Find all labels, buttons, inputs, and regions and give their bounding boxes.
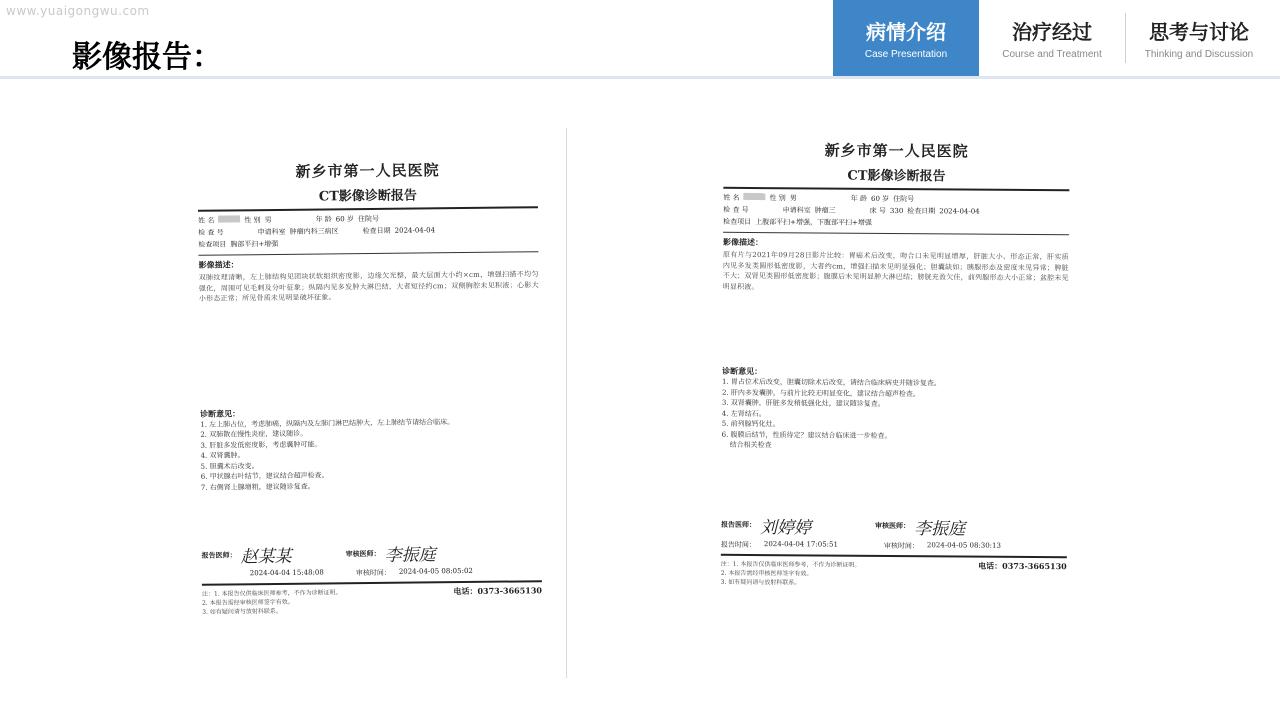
dept-value: 肿瘤内科三病区 [289,227,339,236]
review-doctor-signature: 李振庭 [384,545,436,566]
review-time: 2024-04-05 08:30:13 [926,540,1001,550]
hospital-name: 新乡市第一人民医院 [824,141,969,161]
conclusion-item: 3. 双肾囊肿，肝脏多发稍低强化灶，建议随诊复查。 [721,398,885,408]
age-value: 60 岁 [870,194,890,203]
conclusion-item: 6. 腹膜后结节，性质待定？建议结合临床进一步检查。 [721,430,892,440]
report-title: CT影像诊断报告 [318,188,417,205]
bed-no-label: 床 号 [869,206,886,215]
sex-label: 性 别 [769,194,786,203]
inpatient-no-label: 住院号 [357,214,379,224]
note-line: 2. 本报告需经审核医师签字有效。 [720,569,813,577]
footer-notes [721,559,1067,588]
review-time-label: 审核时间： [355,568,391,578]
exam-no-label: 检 查 号 [723,205,749,214]
findings-text: 双肺纹理清晰，左上肺结构见团块状软组织密度影，边缘欠光整，最大层面大小约×cm，增强扫描不均匀强化，周围可见毛刺及分叶征象；纵隔内见多发肿大淋巴结，大者短径约cm；双侧胸腔未见积液；心影大小形态正常；所见骨质未见明显破坏征象。 [198,270,539,303]
header-rule [0,76,1280,79]
rule [198,206,538,212]
sex-label: 性 别 [244,216,261,225]
footer-notes [202,586,542,617]
tab-label-zh: 思考与讨论 [1149,20,1249,44]
dept-label: 申请科室 [782,206,811,215]
conclusion-item: 5. 胆囊术后改变。 [200,461,259,471]
exam-date-label: 检查日期 [362,226,391,236]
exam-date-value: 2024-04-04 [394,226,436,235]
exam-item-row [723,217,1069,230]
findings-text: 原有片与2021年09月28日影片比较：胃癌术后改变，吻合口未见明显增厚，肝脏大小、形态正常，肝实质内见多发类圆形低密度影，大者约cm，增强扫描未见明显强化；胆囊缺如；胰腺形态及密度未见异常；脾脏不大；双肾见类圆形低密度影；腹膜后未见明显肿大淋巴结；膀胱充盈欠佳，前列腺形态大小正常；盆腔未见明显积液。 [722,250,1069,291]
exam-item-value: 上腹部平扫+增强，下腹部平扫+增强 [755,218,872,227]
sex-value: 男 [789,194,797,203]
tab-case-presentation[interactable] [833,0,979,76]
note-line: 注：1. 本报告仅供临床医师参考，不作为诊断证明。 [201,589,342,598]
bed-no-value: 330 [889,206,904,216]
tab-label-en: Course and Treatment [1002,49,1102,60]
conclusion-item: 5. 前列腺钙化灶。 [721,419,780,429]
section-nav [833,0,1272,76]
ct-report-abdomen [720,129,1070,646]
document-divider [566,128,567,678]
inpatient-no-label: 住院号 [893,194,915,204]
conclusion-item: 4. 左肾结石。 [721,409,766,418]
conclusion-list [200,416,541,493]
conclusion-item: 6. 甲状腺右叶结节，建议结合超声检查。 [200,471,329,481]
tab-label-en: Thinking and Discussion [1144,49,1254,60]
conclusion-heading: 诊断意见： [722,365,763,377]
rule [198,251,538,256]
age-label: 年 龄 [315,215,332,224]
conclusion-heading: 诊断意见： [200,407,241,419]
report-doctor-label: 报告医师： [201,549,237,560]
report-doctor-signature: 赵某某 [240,546,292,568]
time-row [721,539,1067,551]
report-time-label: 报告时间： [720,540,756,549]
dept-label: 申请科室 [257,227,286,237]
findings-heading: 影像描述： [722,236,764,248]
exam-item-value: 胸部平扫+增强 [230,239,279,249]
review-doctor-signature: 李振庭 [913,518,966,539]
findings-heading: 影像描述： [198,259,239,270]
conclusion-list [722,377,1069,453]
note-line: 注：1. 本报告仅供临床医师参考，不作为诊断证明。 [720,560,861,569]
slide-title: 影像报告： [72,40,222,75]
review-time: 2024-04-05 08:05:02 [398,566,473,576]
conclusion-item: 1. 左上肺占位，考虑肺癌，纵隔内及左肺门淋巴结肿大，左上肺结节请结合临床。 [200,417,455,429]
report-doctor-signature: 刘婷婷 [759,517,812,538]
signature-row [721,512,1067,539]
report-doctor-label: 报告医师： [721,519,757,530]
rule [723,187,1069,191]
age-label: 年 龄 [850,194,868,203]
note-line: 3. 如有疑问请与放射科联系。 [202,607,282,616]
exam-item-label: 检查项目 [723,217,752,226]
rule [723,232,1069,235]
conclusion-item: 4. 双肾囊肿。 [200,451,245,460]
report-time: 2024-04-04 15:48:08 [249,568,324,578]
note-line: 3. 如有疑问请与放射科联系。 [720,578,801,586]
exam-no-label: 检 查 号 [198,228,224,237]
review-doctor-label: 审核医师： [345,548,381,558]
tab-thinking-discussion[interactable] [1126,0,1272,76]
note-line: 2. 本报告需经审核医师签字有效。 [202,598,294,607]
tab-course-treatment[interactable] [979,0,1125,76]
tab-label-zh: 治疗经过 [1012,20,1092,44]
redacted-name [218,215,240,222]
signature-row [201,539,541,568]
age-value: 60 岁 [335,215,354,224]
time-row [202,566,542,580]
report-time: 2024-04-04 17:05:51 [763,539,838,549]
ct-report-chest [197,148,542,657]
exam-item-row [198,236,538,251]
name-label: 姓 名 [198,216,215,225]
report-title: CT影像诊断报告 [847,168,946,185]
exam-date-value: 2024-04-04 [939,207,980,216]
exam-item-label: 检查项目 [198,240,227,249]
hospital-name: 新乡市第一人民医院 [295,161,440,181]
rule [721,553,1067,557]
conclusion-item: 2. 肝内多发囊肿，与前片比较无明显变化，建议结合超声检查。 [721,388,920,398]
tab-label-en: Case Presentation [864,49,948,60]
sex-value: 男 [264,216,272,225]
phone-number: 电话：0373-3665130 [453,585,543,597]
conclusion-item: 7. 右侧肾上腺增粗，建议随诊复查。 [200,482,315,492]
review-time-label: 审核时间： [883,541,919,550]
watermark: www.yuaigongwu.com [6,4,150,18]
review-doctor-label: 审核医师： [875,520,911,531]
conclusion-item: 结合相关检查 [729,440,772,450]
phone-number: 电话：0373-3665130 [978,560,1067,571]
dept-value: 肿瘤三 [814,206,836,215]
conclusion-item: 3. 肝脏多发低密度影，考虑囊肿可能。 [200,440,322,450]
conclusion-item: 2. 双肺散在慢性炎症，建议随诊。 [200,429,308,439]
name-label: 姓 名 [723,193,740,202]
redacted-name [744,193,766,200]
tab-label-zh: 病情介绍 [866,20,946,44]
exam-date-label: 检查日期 [907,207,936,216]
conclusion-item: 1. 胃占位术后改变，胆囊切除术后改变，请结合临床病史并随诊复查。 [722,377,941,388]
